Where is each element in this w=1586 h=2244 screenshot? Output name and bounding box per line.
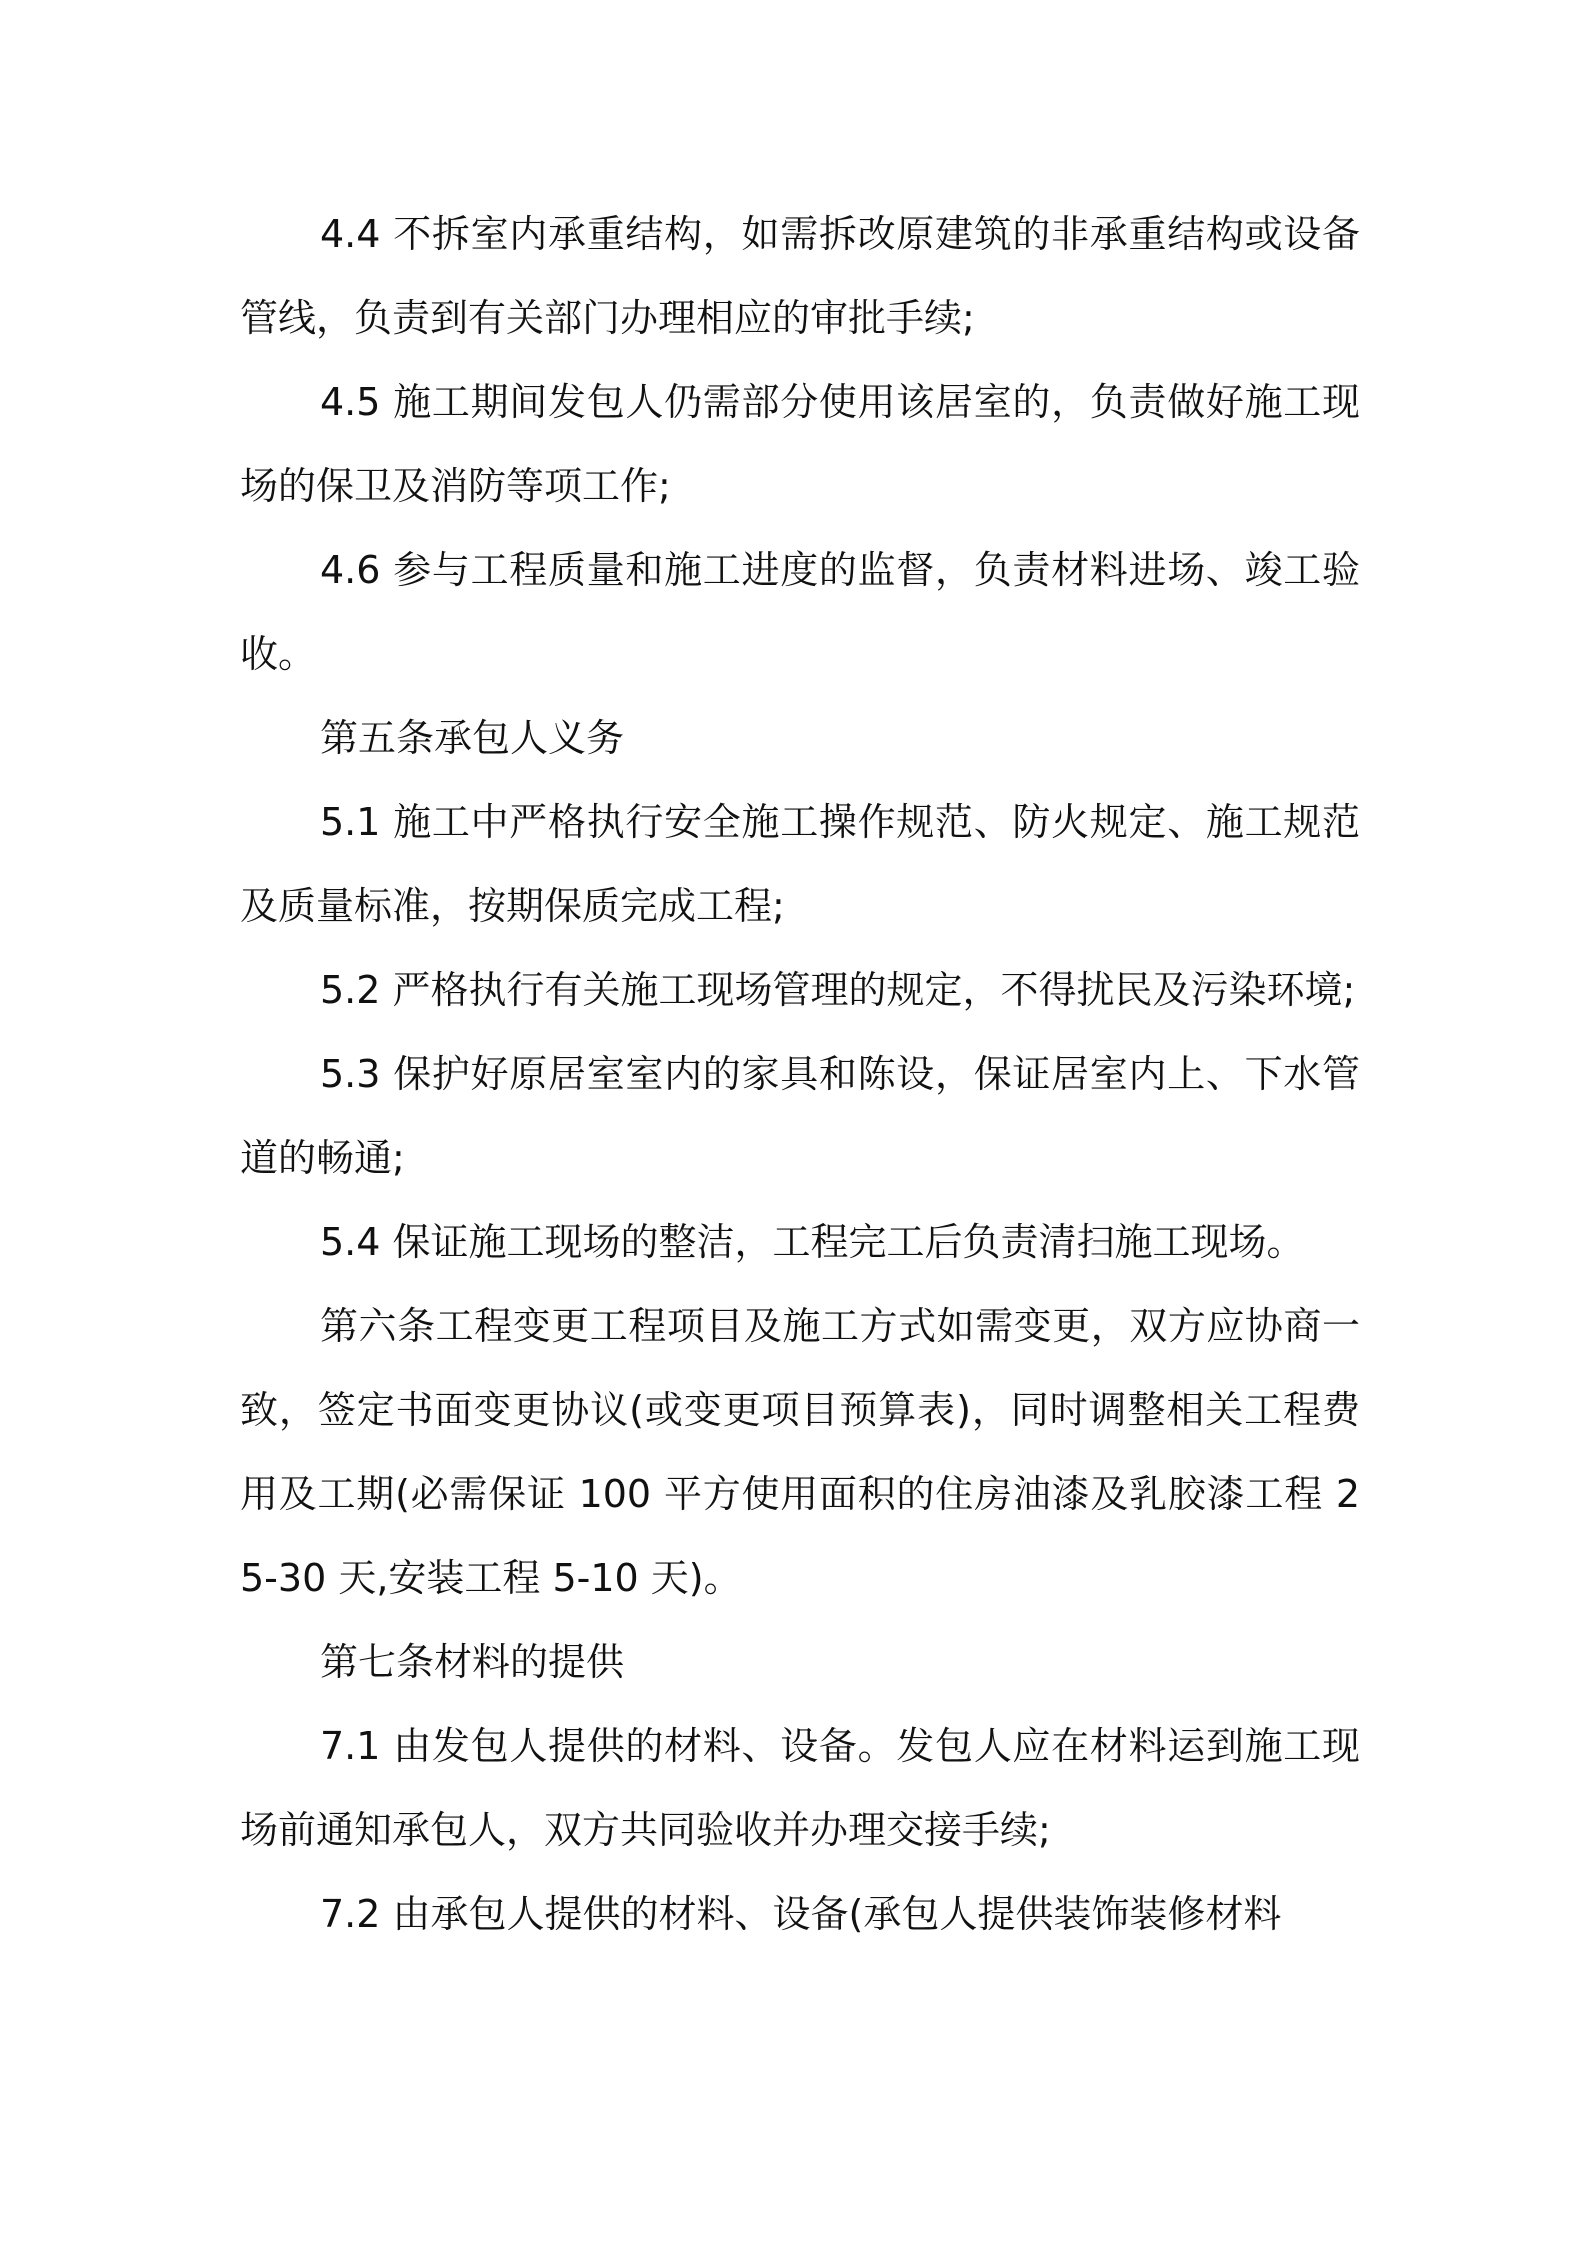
paragraph-4-6: 4.6 参与工程质量和施工进度的监督，负责材料进场、竣工验收。 bbox=[240, 548, 1360, 676]
paragraph-7-1: 7.1 由发包人提供的材料、设备。发包人应在材料运到施工现场前通知承包人，双方共同验收并办理交接手续; bbox=[240, 1724, 1360, 1852]
paragraph-5-1: 5.1 施工中严格执行安全施工操作规范、防火规定、施工规范及质量标准，按期保质完成工程; bbox=[240, 800, 1360, 928]
paragraph-4-5: 4.5 施工期间发包人仍需部分使用该居室的，负责做好施工现场的保卫及消防等项工作; bbox=[240, 380, 1360, 508]
heading-article-5: 第五条承包人义务 bbox=[320, 716, 625, 760]
paragraph-5-4: 5.4 保证施工现场的整洁，工程完工后负责清扫施工现场。 bbox=[320, 1220, 1305, 1264]
paragraph-article-6: 第六条工程变更工程项目及施工方式如需变更，双方应协商一致，签定书面变更协议(或变更项目预算表)，同时调整相关工程费用及工期(必需保证 100 平方使用面积的住房油漆及乳胶漆工程 25-30 天,安装工程 5-10 天)。 bbox=[240, 1304, 1360, 1600]
document-body bbox=[240, 192, 1360, 1956]
paragraph-5-2: 5.2 严格执行有关施工现场管理的规定，不得扰民及污染环境; bbox=[320, 968, 1356, 1012]
paragraph-4-4: 4.4 不拆室内承重结构，如需拆改原建筑的非承重结构或设备管线，负责到有关部门办理相应的审批手续; bbox=[240, 212, 1360, 340]
paragraph-5-3: 5.3 保护好原居室室内的家具和陈设，保证居室内上、下水管道的畅通; bbox=[240, 1052, 1360, 1180]
heading-article-7: 第七条材料的提供 bbox=[320, 1640, 625, 1684]
paragraph-7-2: 7.2 由承包人提供的材料、设备(承包人提供装饰装修材料 bbox=[320, 1892, 1282, 1936]
